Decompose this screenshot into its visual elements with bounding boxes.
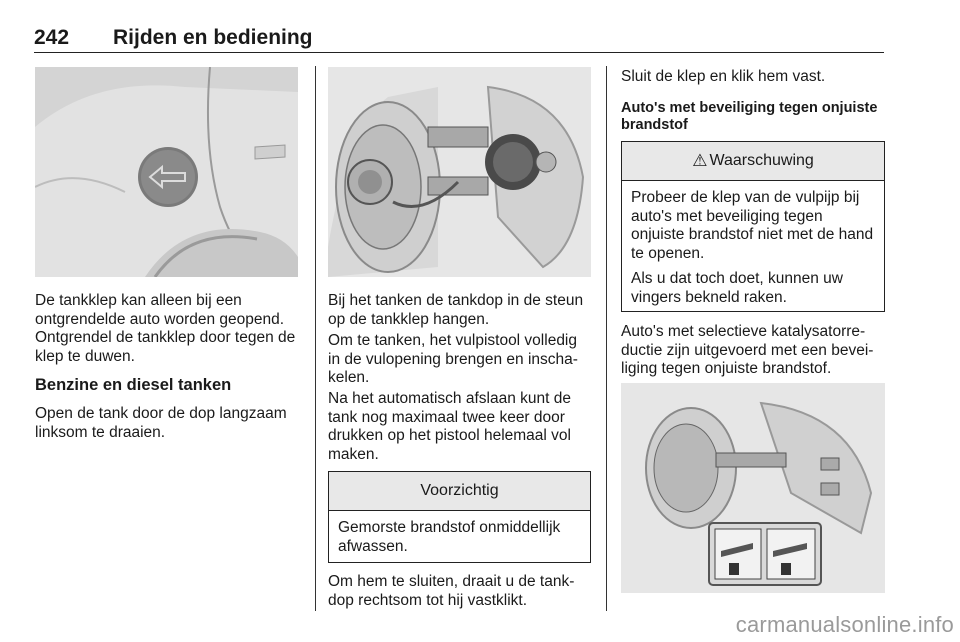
text-paragraph: De tankklep kan alleen bij een ontgrendelde auto worden geopend. Ontgrendel de tankklep door tegen de klep te duwen. [35, 292, 296, 365]
section-heading: Auto's met beveiliging tegen onjuiste brandstof [621, 100, 878, 133]
text-paragraph: Sluit de klep en klik hem vast. [621, 68, 826, 85]
warning-title: Waarschuwing [709, 152, 814, 169]
running-title: Rijden en bediening [113, 26, 313, 49]
figure-fuel-cap-open [328, 67, 591, 277]
warning-header [622, 142, 884, 181]
warning-triangle-icon: ⚠ [692, 151, 708, 170]
text-paragraph: Open de tank door de dop langzaam linksom te draaien. [35, 405, 287, 441]
watermark: carmanualsonline.info [735, 612, 954, 637]
column-divider [606, 66, 607, 611]
section-heading: Benzine en diesel tanken [35, 376, 232, 394]
text-paragraph: Bij het tanken de tankdop in de steun op de tankklep hangen. [328, 292, 584, 328]
page-header [34, 22, 884, 53]
caution-text: Gemorste brandstof onmiddellijk afwassen. [338, 519, 561, 555]
caution-box [328, 471, 591, 563]
warning-text: Probeer de klep van de vulpijp bij auto's met beveiliging tegen onjuiste brandstof niet met de hand te openen. [631, 189, 874, 262]
figure-misfuel-protection [621, 383, 885, 593]
text-paragraph: Om te tanken, het vulpistool volledig in de vulopening brengen en inschakelen. [328, 332, 578, 386]
caution-title: Voorzichtig [329, 472, 590, 511]
warning-text: Als u dat toch doet, kunnen uw vingers bekneld raken. [631, 270, 843, 306]
text-paragraph: Om hem te sluiten, draait u de tankdop rechtsom tot hij vastklikt. [328, 573, 575, 609]
page-number: 242 [34, 26, 70, 49]
warning-box [621, 141, 885, 312]
text-paragraph: Na het automatisch afslaan kunt de tank nog maximaal twee keer door drukken op het pistool helemaal vol maken. [328, 390, 571, 463]
figure-fuel-flap-closed [35, 67, 298, 277]
text-paragraph: Auto's met selectieve katalysatorreductie zijn uitgevoerd met een beveiliging tegen onjuiste brandstof. [621, 323, 874, 377]
column-divider [315, 66, 316, 611]
warning-body [622, 181, 884, 322]
